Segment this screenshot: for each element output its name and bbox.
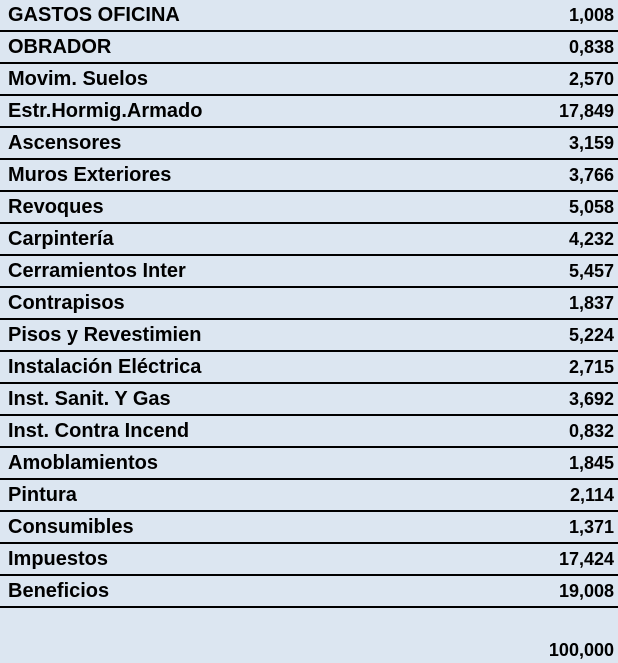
table-row [0,64,618,96]
table-row [0,384,618,416]
row-label: Muros Exteriores [8,163,172,186]
row-label: OBRADOR [8,35,112,58]
table-row [0,128,618,160]
row-label: Pintura [8,483,77,506]
row-label: GASTOS OFICINA [8,3,180,26]
row-value: 2,715 [568,356,614,377]
table-row [0,576,618,608]
row-label: Contrapisos [8,291,125,314]
table-row [0,448,618,480]
table-row [0,512,618,544]
row-label: Cerramientos Inter [8,259,186,282]
table-row [0,480,618,512]
table-row [0,416,618,448]
row-value: 1,845 [568,452,614,473]
row-value: 2,114 [569,484,614,505]
row-value: 1,837 [568,292,614,313]
row-label: Movim. Suelos [8,67,149,90]
table-row [0,192,618,224]
row-value: 3,159 [568,132,614,153]
row-value: 3,766 [568,164,614,185]
table-row [0,352,618,384]
row-value: 0,838 [568,36,614,57]
row-label: Revoques [8,195,104,218]
row-label: Consumibles [8,515,134,538]
row-label: Instalación Eléctrica [8,355,202,378]
row-value: 2,570 [568,68,614,89]
table-row [0,320,618,352]
row-value: 4,232 [568,228,614,249]
table-row [0,96,618,128]
row-value: 17,849 [558,100,614,121]
row-label: Carpintería [8,227,114,250]
table-row [0,544,618,576]
row-value: 0,832 [568,420,614,441]
row-value: 5,457 [568,260,614,281]
row-label: Inst. Contra Incend [8,419,190,442]
row-label: Amoblamientos [8,451,159,474]
table-row [0,0,618,32]
row-value: 3,692 [568,388,614,409]
table-row [0,288,618,320]
table-row [0,256,618,288]
row-label: Impuestos [8,547,109,570]
table-row [0,32,618,64]
row-value: 5,058 [568,196,614,217]
row-label: Ascensores [8,131,122,154]
table-row [0,160,618,192]
row-value: 1,008 [568,4,614,25]
row-label: Inst. Sanit. Y Gas [8,387,171,410]
total-value: 100,000 [548,640,614,660]
row-value: 1,371 [568,516,614,537]
table-row [0,224,618,256]
row-label: Beneficios [8,579,110,602]
row-label: Pisos y Revestimien [8,323,202,346]
row-value: 19,008 [558,580,614,601]
row-label: Estr.Hormig.Armado [8,99,203,122]
row-value: 5,224 [568,324,614,345]
row-value: 17,424 [558,548,614,569]
